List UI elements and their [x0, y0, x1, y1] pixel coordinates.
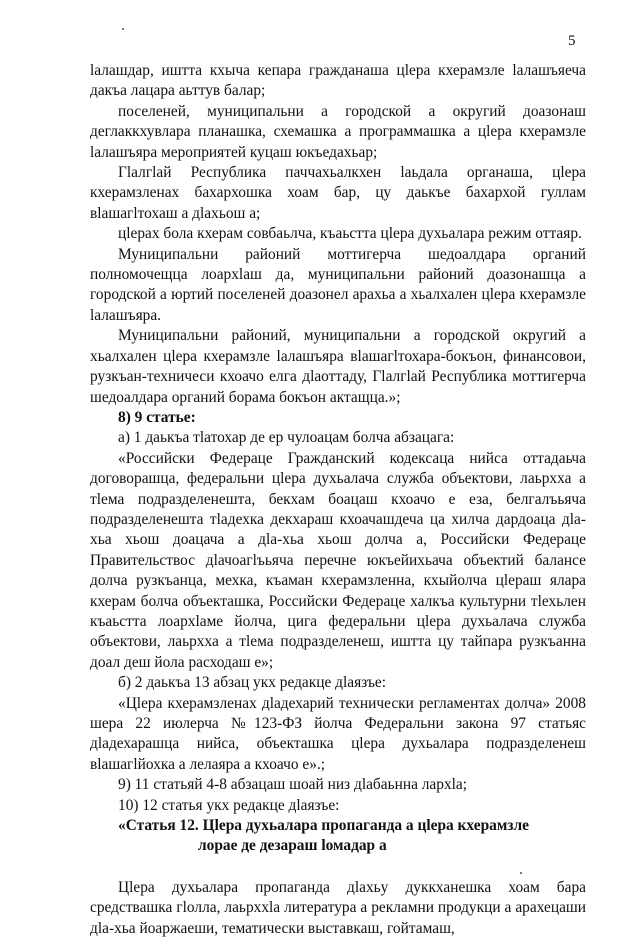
- paragraph: поселеней, муниципальни а городской а округий доазонаш деглаккхувлара планашка, схемашка а программашка а цlера кхерамзле lалашъяра мероприятей куцаш юкъедахьар;: [90, 102, 586, 161]
- list-item-heading: 8) 9 статье:: [118, 408, 196, 426]
- paragraph: цlерах бола кхерам совбаьлча, къаьстта цlера духьалара режим оттаяр.: [118, 225, 582, 243]
- paragraph: Муниципальни районий моттигерча шедоалдара органий полномочещца лоархlаш да, муниципальни районий доазонашца а городской а юртий поселеней доазонел арахьа а хьалхален цlера кхерамзле lалашъяра.: [90, 245, 586, 324]
- paragraph: Цlера духьалара пропаганда дlахьу дуккханешка хоам бара средствашка гlолла, лаьрххla литература а рекламни продукци а арахецаши дlа-хьа йоаржаеши, тематически выставкаш, гойтамаш,: [90, 878, 586, 937]
- paragraph: «Цlера кхерамзленах дlадехарий технически регламентах долча» 2008 шера 22 июлерча №123-ФЗ йолча Федеральни закона 97 статьяс дlадехарашца нийса, объекташка цlера духьалара подразделенеш вlашагlйохка а лелаяра а кхоачо е».;: [90, 694, 586, 773]
- scan-speck: [520, 872, 522, 874]
- spacer: [90, 857, 586, 878]
- scan-speck: [122, 28, 124, 30]
- article-title: «Статья 12. Цlера духьалара пропаганда а цlера кхерамзле: [118, 817, 529, 835]
- paragraph: б) 2 даькъа 13 абзац укх редакце дlаязъе:: [118, 674, 387, 692]
- paragraph: а) 1 даькъа тlатохар де ер чулоацам болча абзацага:: [118, 429, 455, 447]
- paragraph: «Российски Федераце Гражданский кодексаца нийса оттадаьча договорашца, федеральни цlера духьалача служба объектови, лаьрхха а тlема подразделенешта, бекхам боацаш кхоачо е еза, белгалъьяча подразделенешта тlадехка декхараш кхоачашдеча ца хилча дардоаца дlа-хьа хьош доацача а дlа-хьа хьош долча а, Российски Федераце Правительствос дlачоагlъьяча перечне юкъейихьача объектий балансе долча рузкъанца, мехка, къаман кхерамзленна, кхыйолча цlераш ялара кхерам болча объекташка, Российски Федераце халкъа культурни тlехьлен къаьстта лоархlаме йолча, цига федеральни цlера духьалача служба объектови, лаьрхха а тlема подразделенеш, иштта цу тайпара рузкъанна доал деш йола расходаш е»;: [90, 449, 586, 671]
- document-body: [90, 61, 586, 939]
- page-number: 5: [568, 33, 576, 49]
- paragraph: 9) 11 статьяй 4-8 абзацаш шоай низ дlабаьнна лархla;: [118, 776, 468, 794]
- paragraph: lалашдар, иштта кхыча кепара гражданаша цlера кхерамзле lалашъяеча дакъа лацара аьттув балар;: [90, 62, 586, 100]
- paragraph: Гlалгlай Республика паччахьалкхен lаьдала органаша, цlера кхерамзленах бахархошка хоам бар, цу даькъе бахархой гуллам вlашагlтохаш а дlахьош а;: [90, 164, 586, 222]
- paragraph: 10) 12 статья укх редакце дlаязъе:: [118, 796, 340, 814]
- paragraph: Муниципальни районий, муниципальни а городской округий а хьалхален цlера кхерамзле lалашъяра вlашагlтохара-бокъон, финансовои, рузкъан-техничеси кхоачо елга дlаоттаду, Гlалгlай Республика моттигерча шедоалдара органий борама бокъон актащца.»;: [90, 327, 586, 406]
- article-title-continued: лораe де дезараш lомадар а: [198, 837, 387, 855]
